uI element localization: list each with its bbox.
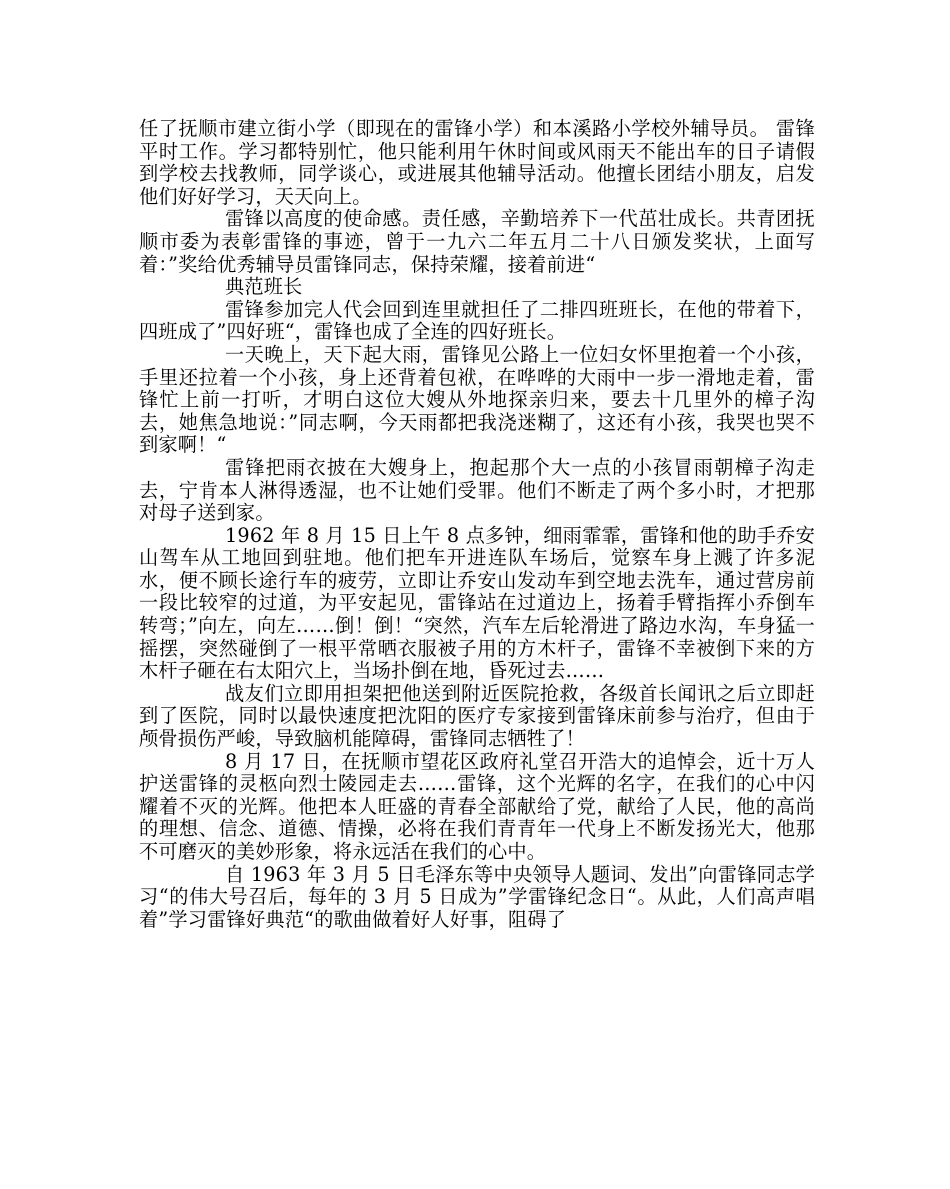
paragraph-10: 自 1963 年 3 月 5 日毛泽东等中央领导人题词、发出”向雷锋同志学习“的伟大号召后，每年的 3 月 5 日成为”学雷锋纪念日“。从此，人们高声唱着”学习雷锋好典范“的歌曲做着好人好事，阻碍了	[139, 862, 815, 931]
document-page	[139, 118, 815, 931]
paragraph-5: 一天晚上，天下起大雨，雷锋见公路上一位妇女怀里抱着一个小孩，手里还拉着一个小孩，身上还背着包袱，在哗哗的大雨中一步一滑地走着，雷锋忙上前一打听，才明白这位大嫂从外地探亲归来，要去十几里外的樟子沟去，她焦急地说：”同志啊，今天雨都把我浇迷糊了，这还有小孩，我哭也哭不到家啊！“	[139, 342, 815, 457]
paragraph-6: 雷锋把雨衣披在大嫂身上，抱起那个大一点的小孩冒雨朝樟子沟走去，宁肯本人淋得透湿，也不让她们受罪。他们不断走了两个多小时，才把那对母子送到家。	[139, 455, 815, 525]
paragraph-4: 雷锋参加完人代会回到连里就担任了二排四班班长，在他的带着下，四班成了”四好班“，雷锋也成了全连的四好班长。	[139, 297, 815, 344]
paragraph-9: 8 月 17 日，在抚顺市望花区政府礼堂召开浩大的追悼会，近十万人护送雷锋的灵柩向烈士陵园走去……雷锋，这个光辉的名字，在我们的心中闪耀着不灭的光辉。他把本人旺盛的青春全部献给了党，献给了人民，他的高尚的理想、信念、道德、情操，必将在我们青青年一代身上不断发扬光大，他那不可磨灭的美妙形象，将永远活在我们的心中。	[139, 749, 815, 863]
paragraph-8: 战友们立即用担架把他送到附近医院抢救，各级首长闻讯之后立即赶到了医院，同时以最快速度把沈阳的医疗专家接到雷锋床前参与治疗，但由于颅骨损伤严峻，导致脑机能障碍，雷锋同志牺牲了！	[139, 681, 815, 751]
paragraph-7: 1962 年 8 月 15 日上午 8 点多钟，细雨霏霏，雷锋和他的助手乔安山驾车从工地回到驻地。他们把车开进连队车场后，觉察车身上溅了许多泥水，便不顾长途行车的疲劳，立即让乔安山发动车到空地去洗车，通过营房前一段比较窄的过道，为平安起见，雷锋站在过道边上，扬着手臂指挥小乔倒车转弯；”向左，向左……倒！倒！“突然，汽车左后轮滑进了路边水沟，车身猛一摇摆，突然碰倒了一根平常晒衣服被子用的方木杆子，雷锋不幸被倒下来的方木杆子砸在右太阳穴上，当场扑倒在地，昏死过去……	[139, 523, 815, 683]
paragraph-2: 雷锋以高度的使命感。责任感，辛勤培养下一代茁壮成长。共青团抚顺市委为表彰雷锋的事迹，曾于一九六二年五月二十八日颁发奖状，上面写着：”奖给优秀辅导员雷锋同志，保持荣耀，接着前进“	[139, 207, 815, 276]
paragraph-1: 任了抚顺市建立街小学（即现在的雷锋小学）和本溪路小学校外辅导员。 雷锋平时工作。学习都特别忙，他只能利用午休时间或风雨天不能出车的日子请假到学校去找教师，同学谈心，或进展其他辅导活动。他擅长团结小朋友，启发他们好好学习，天天向上。	[139, 117, 815, 208]
section-heading-model-squad-leader: 典范班长	[225, 275, 303, 299]
